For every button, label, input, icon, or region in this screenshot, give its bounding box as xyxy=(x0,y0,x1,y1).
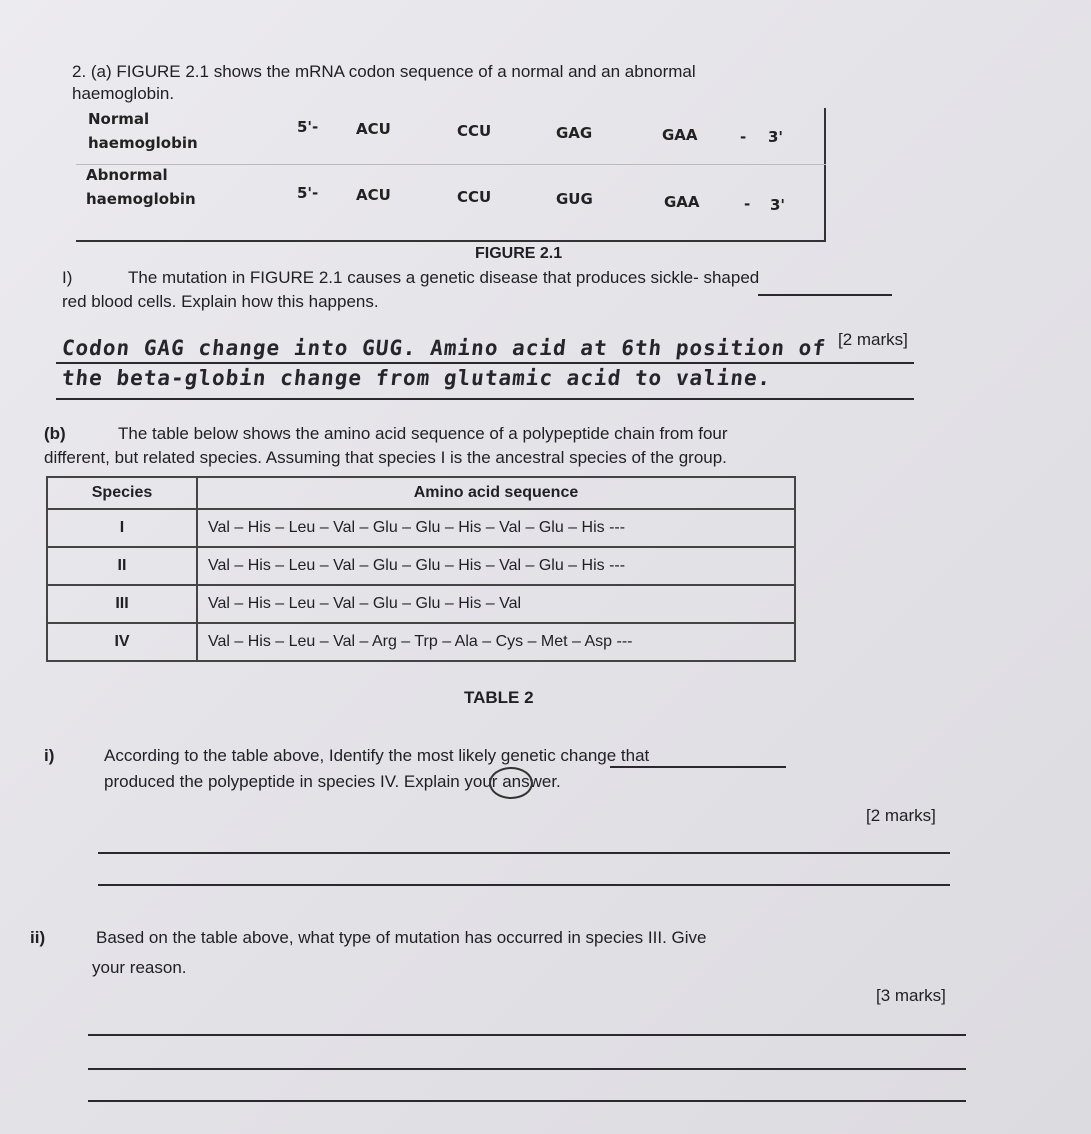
handwritten-circle-mark xyxy=(489,767,533,799)
part-a-i-number: I) xyxy=(62,268,73,287)
figure-row1-codon1: ACU xyxy=(356,120,391,138)
figure-row2-label2: haemoglobin xyxy=(86,190,196,208)
figure-row2-dash: - xyxy=(744,195,751,213)
table-cell-species: I xyxy=(47,509,197,547)
part-a-i-marks: [2 marks] xyxy=(838,330,908,349)
table-cell-species: II xyxy=(47,547,197,585)
figure-row2-codon2: CCU xyxy=(457,188,492,206)
question-intro-line1: 2. (a) FIGURE 2.1 shows the mRNA codon sequence of a normal and an abnormal xyxy=(72,62,696,81)
part-a-i-line1: The mutation in FIGURE 2.1 causes a genetic disease that produces sickle- shaped xyxy=(128,268,760,287)
part-b-line1: The table below shows the amino acid sequence of a polypeptide chain from four xyxy=(118,424,728,443)
answer-line-6[interactable] xyxy=(88,1068,966,1070)
table-row xyxy=(47,585,795,623)
table-row xyxy=(47,509,795,547)
figure-row1-five-prime: 5'- xyxy=(297,118,319,136)
amino-acid-table xyxy=(46,476,796,662)
figure-row2-label1: Abnormal xyxy=(86,166,168,184)
sickle-underline xyxy=(758,294,892,296)
answer-line-3[interactable] xyxy=(98,852,950,854)
table-cell-sequence: Val – His – Leu – Val – Glu – Glu – His – Val – Glu – His --- xyxy=(197,547,795,585)
table-cell-sequence: Val – His – Leu – Val – Arg – Trp – Ala – Cys – Met – Asp --- xyxy=(197,623,795,661)
answer-line-1 xyxy=(56,362,914,364)
question-intro-line2: haemoglobin. xyxy=(72,84,175,103)
figure-row1-label1: Normal xyxy=(88,110,150,128)
answer-line-7[interactable] xyxy=(88,1100,966,1102)
answer-line-2 xyxy=(56,398,914,400)
table-caption: TABLE 2 xyxy=(464,688,534,707)
figure-row1-three-prime: 3' xyxy=(768,128,784,146)
table-header-sequence: Amino acid sequence xyxy=(197,477,795,509)
figure-row2-codon1: ACU xyxy=(356,186,391,204)
figure-row2-three-prime: 3' xyxy=(770,196,786,214)
part-b-ii-number: ii) xyxy=(30,928,46,947)
part-b-i-line1: According to the table above, Identify the most likely genetic change that xyxy=(104,746,650,765)
table-cell-species: III xyxy=(47,585,197,623)
table-row xyxy=(47,547,795,585)
table-cell-sequence: Val – His – Leu – Val – Glu – Glu – His – Val xyxy=(197,585,795,623)
part-b-i-line2: produced the polypeptide in species IV. Explain your answer. xyxy=(104,772,561,791)
figure-row1-codon2: CCU xyxy=(457,122,492,140)
table-header-row xyxy=(47,477,795,509)
figure-caption: FIGURE 2.1 xyxy=(475,245,563,262)
figure-row2-five-prime: 5'- xyxy=(297,184,319,202)
part-b-ii-line1: Based on the table above, what type of mutation has occurred in species III. Give xyxy=(96,928,707,947)
part-b-i-number: i) xyxy=(44,746,55,765)
figure-row1-codon3: GAG xyxy=(556,124,593,142)
part-b-ii-line2: your reason. xyxy=(92,958,187,977)
part-b-i-marks: [2 marks] xyxy=(866,806,936,825)
part-b-ii-marks: [3 marks] xyxy=(876,986,946,1005)
figure-row1-label2: haemoglobin xyxy=(88,134,198,152)
figure-codon-box xyxy=(76,108,826,242)
answer-line-5[interactable] xyxy=(88,1034,966,1036)
table-row xyxy=(47,623,795,661)
table-cell-species: IV xyxy=(47,623,197,661)
handwritten-answer-line1: Codon GAG change into GUG. Amino acid at 6th position of xyxy=(60,336,828,360)
table-header-species: Species xyxy=(47,477,197,509)
handwritten-answer-line2: the beta-globin change from glutamic acid to valine. xyxy=(60,366,773,390)
figure-row2-codon4: GAA xyxy=(664,193,700,211)
part-a-i-line2: red blood cells. Explain how this happens. xyxy=(62,292,379,311)
answer-line-4[interactable] xyxy=(98,884,950,886)
part-b-label: (b) xyxy=(44,424,66,443)
figure-row1-codon4: GAA xyxy=(662,126,698,144)
figure-row2-codon3: GUG xyxy=(556,190,593,208)
table-cell-sequence: Val – His – Leu – Val – Glu – Glu – His – Val – Glu – His --- xyxy=(197,509,795,547)
handwritten-underline-mark xyxy=(610,766,786,768)
part-b-line2: different, but related species. Assuming that species I is the ancestral species of the group. xyxy=(44,448,727,467)
figure-row1-dash: - xyxy=(740,128,747,146)
figure-row-separator xyxy=(76,164,826,165)
